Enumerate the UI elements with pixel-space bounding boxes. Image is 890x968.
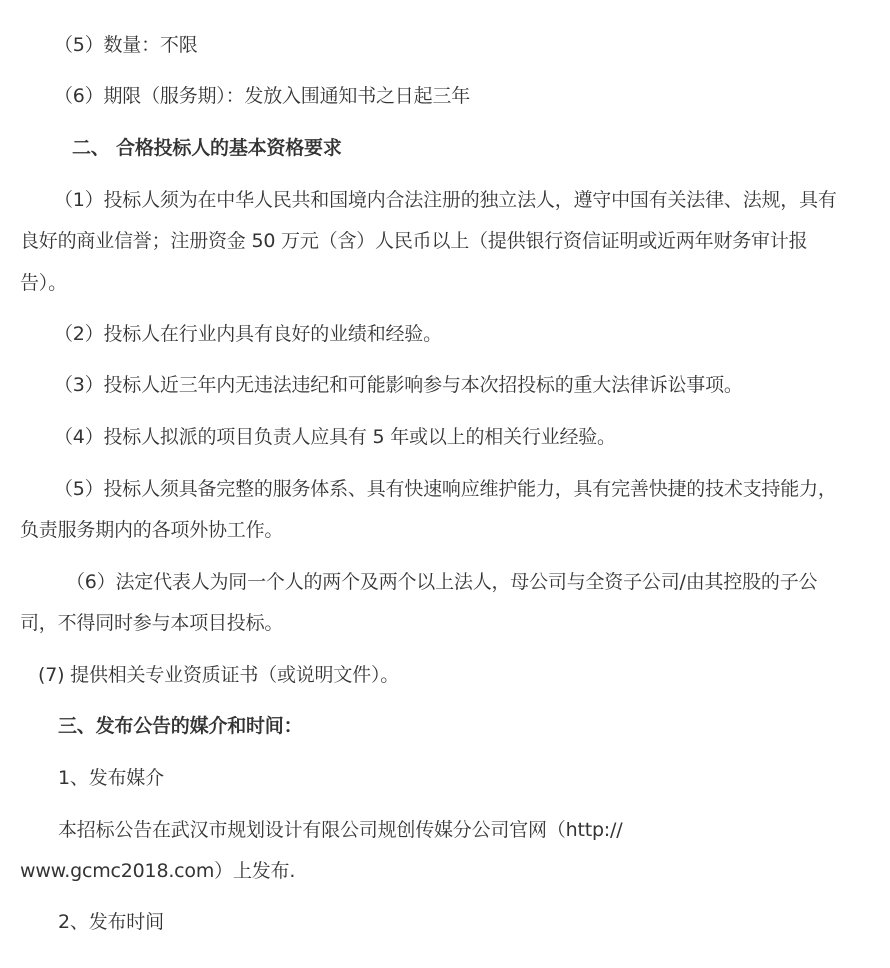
subheading-media: 1、发布媒介 [58, 767, 164, 789]
requirement-1-line-1: （1）投标人须为在中华人民共和国境内合法注册的独立法人，遵守中国有关法律、法规，具有 [54, 189, 837, 211]
requirement-4: （4）投标人拟派的项目负责人应具有 5 年或以上的相关行业经验。 [54, 426, 616, 448]
requirement-5-line-1: （5）投标人须具备完整的服务体系、具有快速响应维护能力，具有完善快捷的技术支持能力， [54, 478, 837, 500]
requirement-2: （2）投标人在行业内具有良好的业绩和经验。 [54, 323, 442, 345]
section-heading-publication: 三、发布公告的媒介和时间： [58, 715, 303, 737]
requirement-1-line-3: 告）。 [20, 272, 67, 294]
publication-line-2: www.gcmc2018.com）上发布. [20, 860, 296, 882]
section-heading-qualifications: 二、 合格投标人的基本资格要求 [72, 137, 342, 159]
requirement-6-line-1: （6）法定代表人为同一个人的两个及两个以上法人，母公司与全资子公司/由其控股的子公 [66, 571, 818, 593]
requirement-5-line-2: 负责服务期内的各项外协工作。 [20, 519, 284, 541]
requirement-7: (7) 提供相关专业资质证书（或说明文件）。 [38, 664, 400, 686]
quantity-line: （5）数量：不限 [54, 34, 198, 56]
subheading-time: 2、发布时间 [58, 911, 164, 933]
publication-line-1: 本招标公告在武汉市规划设计有限公司规创传媒分公司官网（http:// [58, 819, 623, 841]
requirement-1-line-2: 良好的商业信誉；注册资金 50 万元（含）人民币以上（提供银行资信证明或近两年财务审计报 [20, 230, 808, 252]
requirement-6-line-2: 司，不得同时参与本项目投标。 [20, 612, 284, 634]
term-line: （6）期限（服务期）：发放入围通知书之日起三年 [54, 85, 470, 107]
requirement-3: （3）投标人近三年内无违法违纪和可能影响参与本次招投标的重大法律诉讼事项。 [54, 374, 743, 396]
